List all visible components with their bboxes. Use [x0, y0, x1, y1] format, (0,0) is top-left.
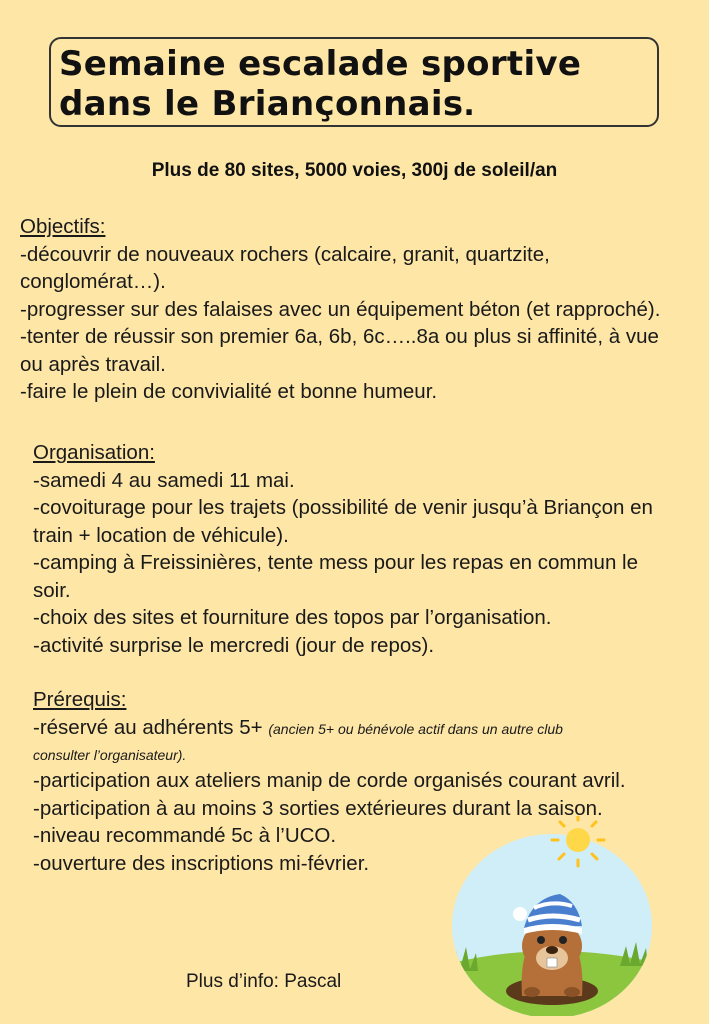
- organisation-section: [33, 439, 703, 659]
- organisation-line: train + location de véhicule).: [33, 523, 289, 547]
- prerequis-line: -niveau recommandé 5c à l’UCO.: [33, 824, 337, 847]
- organisation-line: -samedi 4 au samedi 11 mai.: [33, 468, 295, 492]
- subtitle: Plus de 80 sites, 5000 voies, 300j de soleil/an: [151, 160, 558, 181]
- prerequis-line-main: -réservé au adhérents 5+: [33, 715, 269, 739]
- organisation-line: -activité surprise le mercredi (jour de repos).: [33, 633, 435, 657]
- prerequis-note-cont: consulter l’organisateur).: [33, 747, 187, 763]
- prerequis-line: -participation aux ateliers manip de corde organisés courant avril.: [33, 769, 626, 792]
- marmot-illustration: [440, 816, 670, 1016]
- objectifs-line: -tenter de réussir son premier 6a, 6b, 6c…..8a ou plus si affinité, à vue: [20, 325, 659, 348]
- page-title: [59, 44, 581, 126]
- organisation-line: -choix des sites et fourniture des topos par l’organisation.: [33, 606, 552, 629]
- prerequis-line: -participation à au moins 3 sorties extérieures durant la saison.: [33, 796, 603, 820]
- objectifs-section: [20, 213, 709, 406]
- objectifs-line: -faire le plein de convivialité et bonne humeur.: [20, 380, 438, 403]
- organisation-line: -camping à Freissinières, tente mess pour les repas en commun le: [33, 551, 639, 574]
- title-line-2: dans le Briançonnais: [59, 84, 464, 124]
- organisation-line: -covoiturage pour les trajets (possibilité de venir jusqu’à Briançon en: [33, 496, 653, 519]
- organisation-heading: Organisation:: [33, 441, 155, 464]
- title-line-1: Semaine escalade sportive: [59, 44, 582, 84]
- objectifs-line: conglomérat…).: [20, 270, 166, 293]
- prerequis-heading: Prérequis:: [33, 688, 127, 711]
- title-dot: .: [463, 88, 476, 123]
- objectifs-line: -découvrir de nouveaux rochers (calcaire, granit, quartzite,: [20, 242, 550, 266]
- prerequis-note: (ancien 5+ ou bénévole actif dans un autre club: [268, 720, 563, 737]
- objectifs-heading: Objectifs:: [20, 215, 106, 238]
- footer-contact: Plus d’info: Pascal: [186, 971, 342, 992]
- prerequis-line: -ouverture des inscriptions mi-février.: [33, 851, 370, 875]
- objectifs-line: ou après travail.: [20, 352, 166, 376]
- objectifs-line: -progresser sur des falaises avec un équipement béton (et rapproché).: [20, 297, 661, 321]
- organisation-line: soir.: [33, 578, 71, 602]
- prerequis-line: [33, 714, 703, 744]
